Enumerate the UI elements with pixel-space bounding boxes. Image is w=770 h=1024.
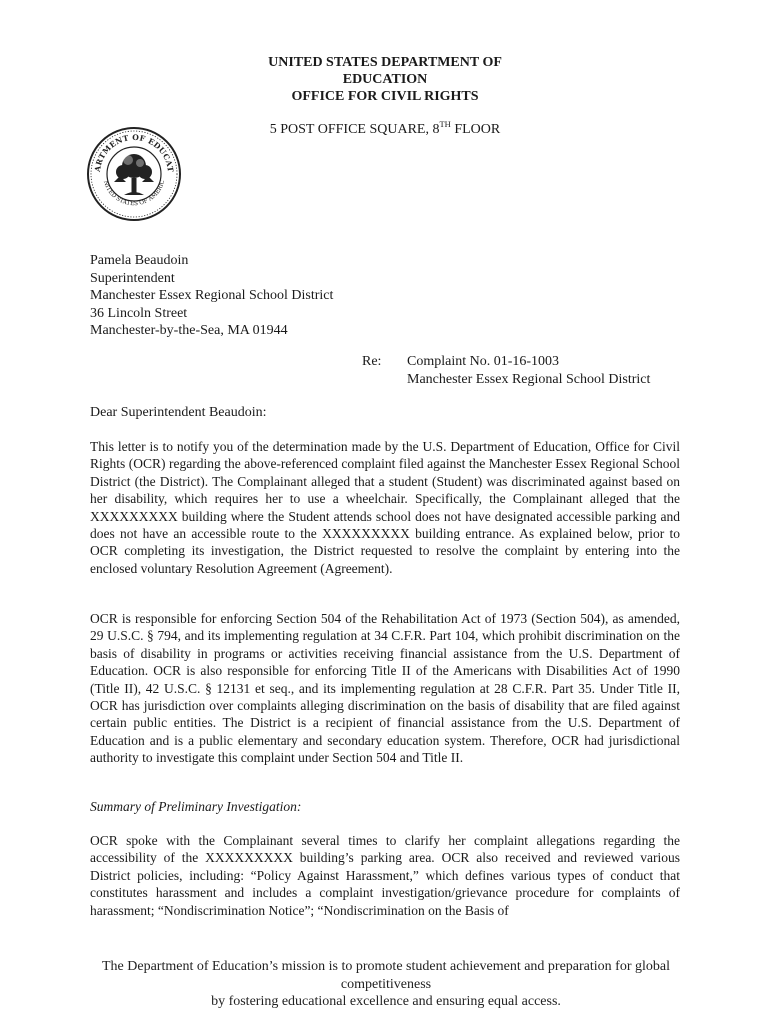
section-heading: Summary of Preliminary Investigation: — [90, 799, 302, 814]
re-district: Manchester Essex Regional School District — [407, 371, 651, 387]
address-floor: FLOOR — [450, 122, 501, 137]
salutation: Dear Superintendent Beaudoin: — [90, 405, 267, 420]
recipient-org: Manchester Essex Regional School District — [90, 288, 334, 304]
re-complaint-number: Complaint No. 01-16-1003 — [407, 354, 560, 369]
svg-text:UNITED STATES OF AMERICA: NITED STATES OF AMERIC — [101, 179, 167, 208]
department-seal-icon — [86, 126, 182, 222]
svg-text:DEPARTMENT OF EDUCATION: ARTMENT OF EDUCAT — [92, 132, 176, 173]
letterhead-line-1: UNITED STATES DEPARTMENT OF — [268, 55, 502, 70]
recipient-street: 36 Lincoln Street — [90, 305, 188, 321]
body-paragraph-2: OCR is responsible for enforcing Section 504 of the Rehabilitation Act of 1973 (Section 504), as amended, 29 U.S.C. § 794, and its implementing regulation at 34 C.F.R. Part 104, which prohibit discrimination on the basis of disability in programs or activities receiving financial assistance from the U.S. Department of Education. OCR is also responsible for enforcing Title II of the Americans with Disabilities Act of 1990 (Title II), 42 U.S.C. § 12131 et seq., and its implementing regulation at 28 C.F.R. Part 35. Under Title II, OCR has jurisdiction over complaints alleging discrimination on the basis of disability that are filed against certain public entities. The District is a recipient of financial assistance from the U.S. Department of Education and is a public elementary and secondary education system. Therefore, OCR had jurisdictional authority to investigate this complaint under Section 504 and Title II. — [90, 611, 680, 766]
body-paragraph-1: This letter is to notify you of the determination made by the U.S. Department of Education, Office for Civil Rights (OCR) regarding the above-referenced complaint filed against the Manchester Essex Regional School District (the District). The Complainant alleged that a student (Student) was discriminated against based on her disability, which requires her to use a wheelchair. Specifically, the Complainant alleged that the XXXXXXXXX building where the Student attends school does not have designated accessible parking and does not have an accessible route to the XXXXXXXXX building entrance. As explained below, prior to OCR completing its investigation, the District requested to resolve the complaint by entering into the enclosed voluntary Resolution Agreement (Agreement). — [90, 439, 680, 576]
footer-line-3: by fostering educational excellence and ensuring equal access. — [211, 994, 561, 1010]
letterhead-line-3: OFFICE FOR CIVIL RIGHTS — [291, 89, 479, 104]
mission-footer — [80, 958, 692, 1011]
body-paragraph-3: OCR spoke with the Complainant several times to clarify her complaint allegations regarding the accessibility of the XXXXXXXXX building’s parking area. OCR also received and reviewed various District policies, including: “Policy Against Harassment,” which defines various types of conduct that constitutes harassment and includes a complaint investigation/grievance procedure for complaints of harassment; “Nondiscrimination Notice”; “Nondiscrimination on the Basis of — [90, 833, 680, 918]
recipient-city: Manchester-by-the-Sea, MA 01944 — [90, 323, 288, 339]
letterhead-address — [180, 121, 590, 138]
re-details — [407, 353, 650, 388]
recipient-title: Superintendent — [90, 270, 175, 286]
footer-line-1: The Department of Education’s mission is to promote student achievement and preparation for global — [101, 959, 670, 974]
footer-line-2: competitiveness — [340, 976, 432, 992]
letterhead — [180, 54, 590, 105]
re-label: Re: — [362, 354, 382, 369]
recipient-name: Pamela Beaudoin — [90, 253, 189, 268]
address-superscript: TH — [439, 119, 451, 129]
letterhead-line-2: EDUCATION — [342, 72, 428, 87]
address-text: 5 POST OFFICE SQUARE, 8 — [269, 122, 440, 137]
recipient-address — [90, 252, 333, 340]
